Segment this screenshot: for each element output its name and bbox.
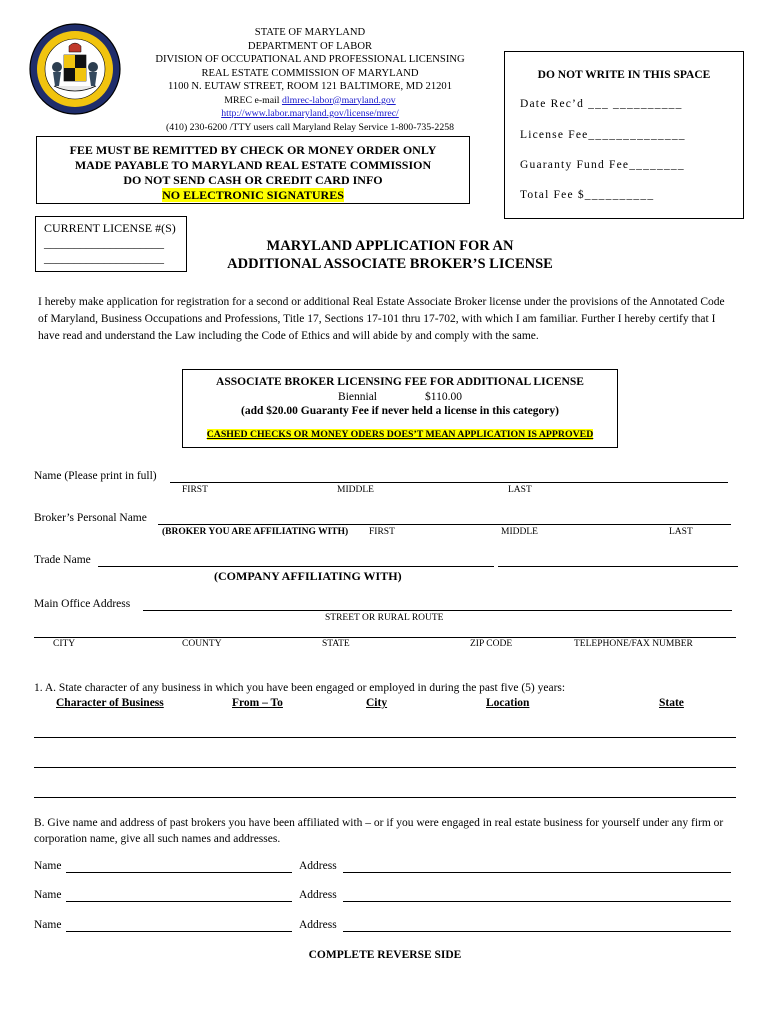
fee-notice-box bbox=[36, 136, 470, 204]
guaranty-fund-fee-field: Guaranty Fund Fee________ bbox=[520, 159, 685, 171]
col-location: Location bbox=[486, 697, 530, 709]
fee-term-row bbox=[183, 390, 617, 405]
header-website-row bbox=[130, 107, 490, 121]
guaranty-fee-note: (add $20.00 Guaranty Fee if never held a license in this category) bbox=[241, 405, 559, 417]
state-caption: STATE bbox=[322, 639, 350, 649]
name-input-line[interactable] bbox=[170, 482, 728, 483]
business-line-3[interactable] bbox=[34, 797, 736, 798]
header-department: DEPARTMENT OF LABOR bbox=[247, 40, 373, 52]
email-prefix: MREC e-mail bbox=[224, 94, 282, 106]
current-license-line-2[interactable]: ____________________ bbox=[44, 251, 164, 265]
fee-term: Biennial bbox=[338, 390, 377, 403]
trade-name-label: Trade Name bbox=[34, 554, 91, 566]
past-broker-name-label-1: Name bbox=[34, 860, 62, 872]
col-from-to: From – To bbox=[232, 697, 283, 709]
name-middle-caption: MIDDLE bbox=[337, 485, 374, 495]
past-broker-name-input-1[interactable] bbox=[66, 872, 292, 873]
current-license-box bbox=[35, 216, 187, 272]
form-title-line2: ADDITIONAL ASSOCIATE BROKER’S LICENSE bbox=[227, 256, 553, 272]
license-fee-field: License Fee______________ bbox=[520, 129, 686, 141]
licensing-fee-box bbox=[182, 369, 618, 448]
header-email-row bbox=[130, 94, 490, 108]
name-last-caption: LAST bbox=[508, 485, 532, 495]
broker-last-caption: LAST bbox=[669, 527, 693, 537]
office-use-title: DO NOT WRITE IN THIS SPACE bbox=[537, 69, 711, 81]
fee-notice-line3: DO NOT SEND CASH OR CREDIT CARD INFO bbox=[123, 173, 383, 187]
form-title-line1: MARYLAND APPLICATION FOR AN bbox=[266, 238, 514, 254]
header-commission: REAL ESTATE COMMISSION OF MARYLAND bbox=[201, 67, 419, 79]
past-broker-name-input-3[interactable] bbox=[66, 931, 292, 932]
header-address: 1100 N. EUTAW STREET, ROOM 121 BALTIMORE, MD 21201 bbox=[167, 81, 453, 92]
trade-name-input-line-2[interactable] bbox=[498, 566, 738, 567]
date-received-field: Date Rec’d ___ __________ bbox=[520, 98, 683, 110]
past-broker-address-input-2[interactable] bbox=[343, 901, 731, 902]
fee-notice-line1: FEE MUST BE REMITTED BY CHECK OR MONEY ORDER ONLY bbox=[69, 143, 437, 157]
header-state: STATE OF MARYLAND bbox=[254, 27, 366, 38]
past-broker-address-input-1[interactable] bbox=[343, 872, 731, 873]
fee-notice-line2: MADE PAYABLE TO MARYLAND REAL ESTATE COMMISSION bbox=[74, 158, 432, 172]
intro-paragraph: I hereby make application for registration for a second or additional Real Estate Associate Broker license under the provisions of the Annotated Code of Maryland, Business Occupations and Professions, Title 17, Sections 17-101 thru 17-702, with which I am familiar. Further I hereby certify that I have read and understand the Law including the Code of Ethics and will abide by and comply with the same. bbox=[38, 296, 725, 342]
city-zip-input-line[interactable] bbox=[34, 637, 736, 638]
street-caption: STREET OR RURAL ROUTE bbox=[325, 613, 444, 623]
trade-name-input-line[interactable] bbox=[98, 566, 494, 567]
past-broker-name-input-2[interactable] bbox=[66, 901, 292, 902]
telephone-fax-caption: TELEPHONE/FAX NUMBER bbox=[574, 639, 693, 649]
fee-amount: $110.00 bbox=[425, 390, 462, 403]
total-fee-field: Total Fee $__________ bbox=[520, 189, 655, 201]
website-link[interactable]: http://www.labor.maryland.gov/license/mrec/ bbox=[221, 108, 399, 119]
city-caption: CITY bbox=[53, 639, 76, 649]
county-caption: COUNTY bbox=[182, 639, 222, 649]
zip-caption: ZIP CODE bbox=[470, 639, 513, 649]
broker-name-input-line[interactable] bbox=[158, 524, 731, 525]
street-input-line[interactable] bbox=[143, 610, 732, 611]
past-broker-address-label-1: Address bbox=[299, 860, 337, 872]
complete-reverse-side: COMPLETE REVERSE SIDE bbox=[308, 949, 462, 961]
business-line-1[interactable] bbox=[34, 737, 736, 738]
agency-header bbox=[130, 26, 490, 134]
name-label: Name (Please print in full) bbox=[34, 470, 157, 482]
maryland-seal bbox=[28, 22, 122, 116]
main-office-address-label: Main Office Address bbox=[34, 598, 131, 610]
no-electronic-signatures: NO ELECTRONIC SIGNATURES bbox=[162, 188, 344, 202]
current-license-label: CURRENT LICENSE #(S) bbox=[44, 221, 176, 235]
company-affiliating-note: (COMPANY AFFILIATING WITH) bbox=[214, 569, 402, 583]
name-first-caption: FIRST bbox=[182, 485, 208, 495]
cashed-checks-warning: CASHED CHECKS OR MONEY ODERS DOES’T MEAN APPLICATION IS APPROVED bbox=[206, 428, 594, 440]
col-character-of-business: Character of Business bbox=[56, 697, 164, 709]
broker-affiliating-note: (BROKER YOU ARE AFFILIATING WITH) bbox=[162, 527, 349, 537]
office-use-box bbox=[504, 51, 744, 219]
header-phone: (410) 230-6200 /TTY users call Maryland Relay Service 1-800-735-2258 bbox=[165, 121, 455, 133]
col-city: City bbox=[366, 697, 388, 709]
past-broker-address-label-3: Address bbox=[299, 919, 337, 931]
current-license-line-1[interactable]: ____________________ bbox=[44, 236, 164, 250]
broker-middle-caption: MIDDLE bbox=[501, 527, 538, 537]
broker-name-label: Broker’s Personal Name bbox=[34, 512, 147, 524]
col-state: State bbox=[659, 697, 684, 709]
broker-first-caption: FIRST bbox=[369, 527, 395, 537]
fee-title: ASSOCIATE BROKER LICENSING FEE FOR ADDITIONAL LICENSE bbox=[216, 376, 584, 388]
email-link[interactable]: dlmrec-labor@maryland.gov bbox=[281, 94, 396, 106]
form-title bbox=[190, 237, 590, 273]
section-a-question: 1. A. State character of any business in which you have been engaged or employed in during the past five (5) years: bbox=[34, 682, 566, 694]
past-broker-name-label-2: Name bbox=[34, 889, 62, 901]
past-broker-name-label-3: Name bbox=[34, 919, 62, 931]
past-broker-address-label-2: Address bbox=[299, 889, 337, 901]
past-broker-address-input-3[interactable] bbox=[343, 931, 731, 932]
header-division: DIVISION OF OCCUPATIONAL AND PROFESSIONAL LICENSING bbox=[155, 54, 465, 65]
section-b-question: B. Give name and address of past brokers you have been affiliated with – or if you were engaged in real estate business for yourself under any firm or corporation name, give all such names and addresses. bbox=[34, 817, 724, 845]
business-line-2[interactable] bbox=[34, 767, 736, 768]
